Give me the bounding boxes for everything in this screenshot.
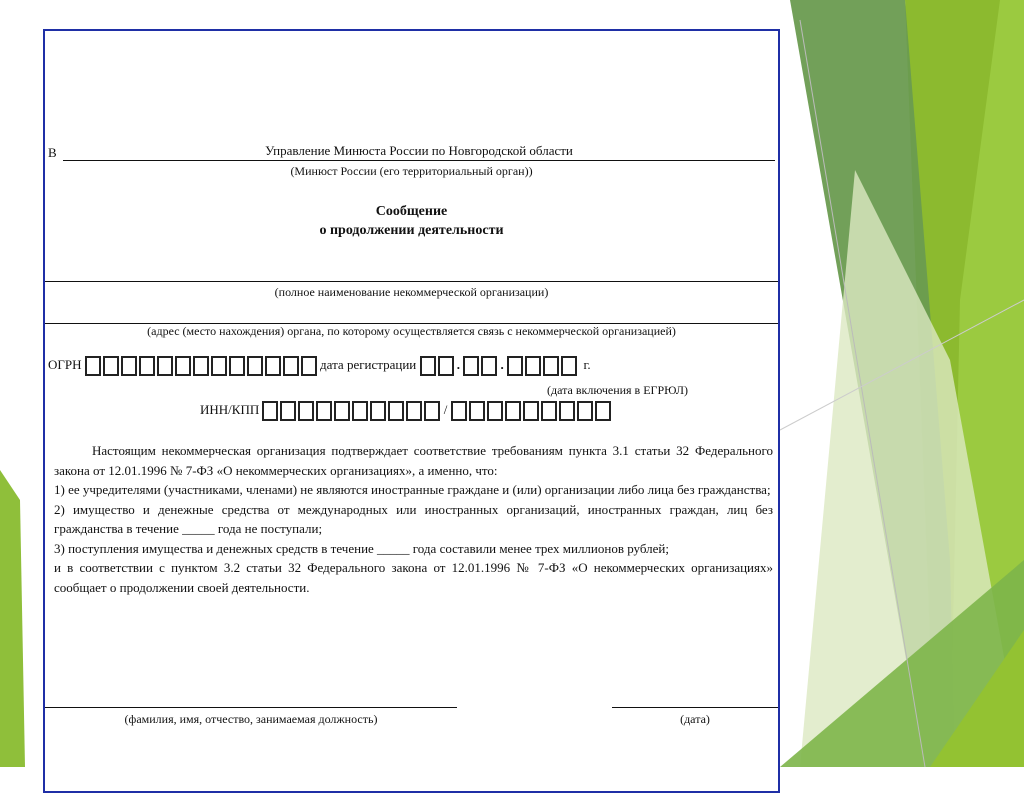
digit-box[interactable] — [543, 356, 559, 376]
digit-box[interactable] — [451, 401, 467, 421]
reg-year-boxes[interactable] — [507, 356, 577, 376]
inn-kpp-label: ИНН/КПП — [200, 401, 260, 417]
reg-day-boxes[interactable] — [420, 356, 454, 376]
digit-box[interactable] — [487, 401, 503, 421]
digit-box[interactable] — [420, 356, 436, 376]
ogrn-label: ОГРН — [48, 356, 82, 372]
digit-box[interactable] — [283, 356, 299, 376]
digit-box[interactable] — [370, 401, 386, 421]
title-line1: Сообщение — [375, 204, 448, 219]
digit-box[interactable] — [424, 401, 440, 421]
digit-box[interactable] — [175, 356, 191, 376]
body-paragraph: Настоящим некоммерческая организация подтверждает соответствие требованиям пункта 3.1 статьи 32 Федерального закона от 12.01.1996 № 7-ФЗ «О некоммерческих организациях», а именно, что: — [54, 443, 773, 478]
digit-box[interactable] — [595, 401, 611, 421]
digit-box[interactable] — [481, 356, 497, 376]
digit-box[interactable] — [525, 356, 541, 376]
to-prefix: В — [48, 145, 57, 160]
left-green-shape — [0, 470, 25, 767]
date-caption: (дата) — [680, 712, 710, 726]
digit-box[interactable] — [438, 356, 454, 376]
digit-box[interactable] — [505, 401, 521, 421]
signature-line — [45, 707, 457, 708]
inn-boxes[interactable] — [262, 401, 440, 421]
inn-kpp-row — [200, 401, 611, 421]
ogrn-boxes[interactable] — [85, 356, 317, 376]
digit-box[interactable] — [103, 356, 119, 376]
reg-month-boxes[interactable] — [463, 356, 497, 376]
digit-box[interactable] — [262, 401, 278, 421]
reg-date-caption: (дата включения в ЕГРЮЛ) — [547, 383, 689, 397]
digit-box[interactable] — [280, 401, 296, 421]
org-name-line — [45, 281, 778, 282]
digit-box[interactable] — [193, 356, 209, 376]
org-name-caption: (полное наименование некоммерческой организации) — [274, 285, 549, 299]
ogrn-row — [48, 356, 591, 376]
name-caption: (фамилия, имя, отчество, занимаемая должность) — [124, 712, 378, 726]
digit-box[interactable] — [463, 356, 479, 376]
address-caption: (адрес (место нахождения) органа, по которому осуществляется связь с некоммерческой организацией) — [147, 324, 676, 338]
digit-box[interactable] — [334, 401, 350, 421]
digit-box[interactable] — [85, 356, 101, 376]
authority-line — [63, 160, 775, 161]
digit-box[interactable] — [577, 401, 593, 421]
body-text — [54, 441, 773, 597]
digit-box[interactable] — [352, 401, 368, 421]
digit-box[interactable] — [523, 401, 539, 421]
body-paragraph: 2) имущество и денежные средства от международных или иностранных организаций, иностранных граждан, лиц без гражданства в течение _____ года не поступали; — [54, 501, 773, 536]
digit-box[interactable] — [139, 356, 155, 376]
date-separator: . — [500, 356, 504, 372]
authority-caption: (Минюст России (его территориальный орган)) — [290, 164, 533, 178]
digit-box[interactable] — [388, 401, 404, 421]
date-separator: . — [456, 356, 460, 372]
authority-name: Управление Минюста России по Новгородской области — [265, 143, 573, 158]
digit-box[interactable] — [157, 356, 173, 376]
digit-box[interactable] — [406, 401, 422, 421]
kpp-boxes[interactable] — [451, 401, 611, 421]
body-paragraph: и в соответствии с пунктом 3.2 статьи 32 Федерального закона от 12.01.1996 № 7-ФЗ «О некоммерческих организациях» сообщает о продолжении своей деятельности. — [54, 560, 773, 595]
body-paragraph: 1) ее учредителями (участниками, членами) не являются иностранные граждане и (или) организации либо лица без гражданства; — [54, 482, 771, 497]
digit-box[interactable] — [298, 401, 314, 421]
reg-date-label: дата регистрации — [320, 356, 417, 372]
document-form — [43, 29, 780, 793]
year-suffix: г. — [583, 356, 591, 372]
digit-box[interactable] — [469, 401, 485, 421]
digit-box[interactable] — [561, 356, 577, 376]
digit-box[interactable] — [301, 356, 317, 376]
digit-box[interactable] — [507, 356, 523, 376]
digit-box[interactable] — [265, 356, 281, 376]
body-paragraph: 3) поступления имущества и денежных средств в течение _____ года составили менее трех миллионов рублей; — [54, 540, 669, 556]
digit-box[interactable] — [541, 401, 557, 421]
digit-box[interactable] — [559, 401, 575, 421]
digit-box[interactable] — [211, 356, 227, 376]
title-line2: о продолжении деятельности — [319, 223, 504, 238]
digit-box[interactable] — [316, 401, 332, 421]
digit-box[interactable] — [121, 356, 137, 376]
date-line — [612, 707, 778, 708]
digit-box[interactable] — [247, 356, 263, 376]
digit-box[interactable] — [229, 356, 245, 376]
inn-kpp-separator: / — [443, 401, 448, 417]
